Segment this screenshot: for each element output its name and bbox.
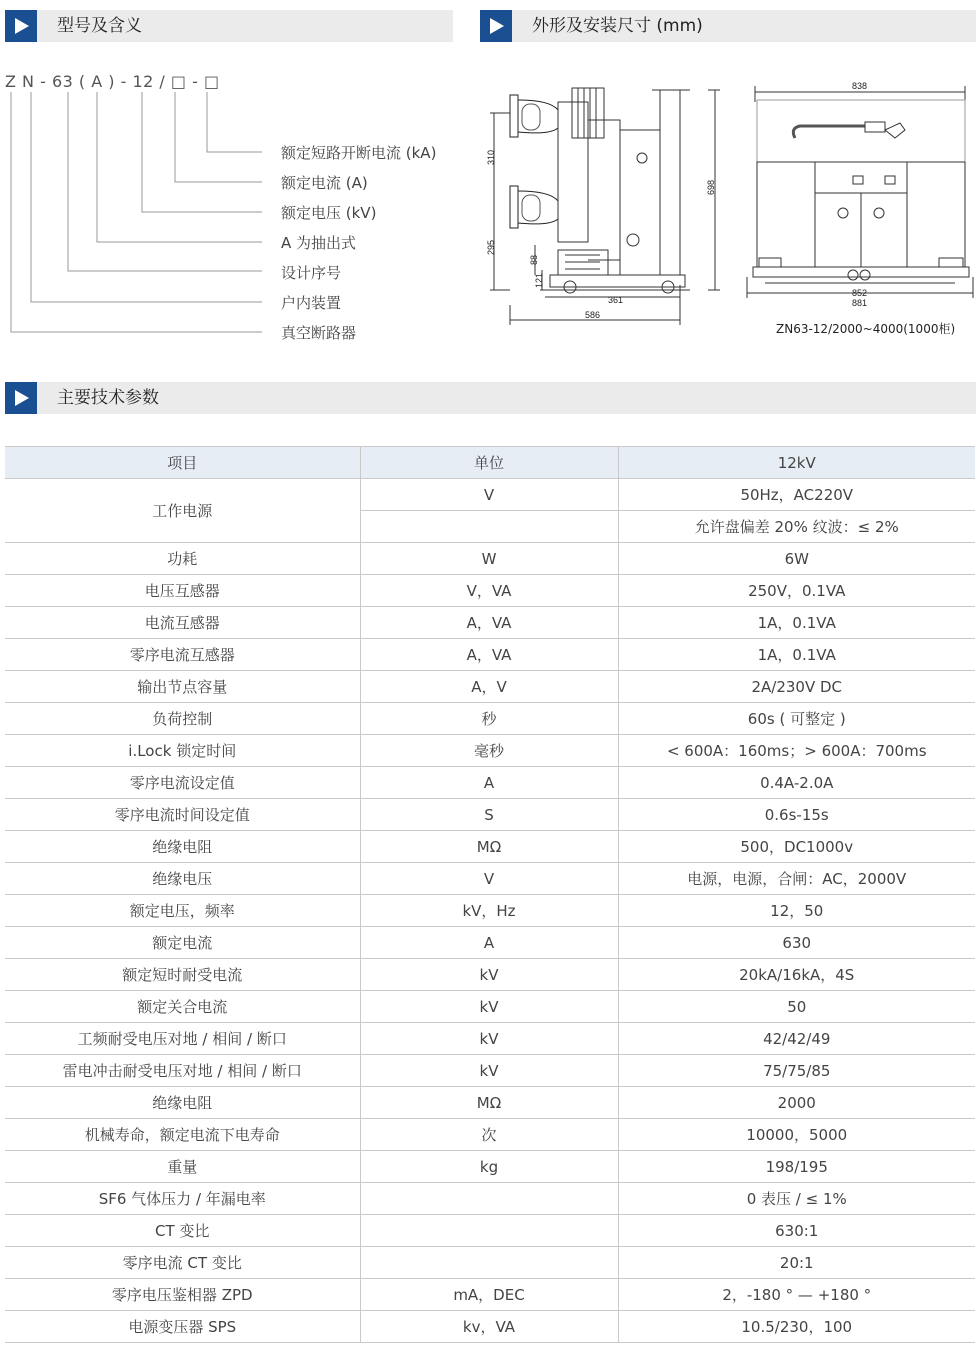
cell-unit: 秒 [360, 703, 618, 735]
table-row [5, 799, 975, 831]
cell-unit [360, 511, 618, 543]
dim-88: 88 [529, 254, 539, 265]
cell-value: 198/195 [618, 1151, 975, 1183]
cell-value: 0 表压 / ≤ 1% [618, 1183, 975, 1215]
dim-310: 310 [486, 149, 496, 165]
dim-361: 361 [608, 295, 624, 305]
cell-value: 1A，0.1VA [618, 607, 975, 639]
cell-unit: MΩ [360, 1087, 618, 1119]
cell-unit: A，VA [360, 639, 618, 671]
table-row [5, 671, 975, 703]
table-row [5, 1023, 975, 1055]
cell-item: 功耗 [5, 543, 360, 575]
cell-unit: kV [360, 991, 618, 1023]
section-header-dimensions [480, 10, 976, 42]
model-code: Z N - 63 ( A ) - 12 / □ - □ [5, 72, 220, 91]
cell-unit: W [360, 543, 618, 575]
table-row [5, 1119, 975, 1151]
legend-rated-voltage: 额定电压 (kV) [281, 204, 377, 222]
table-row [5, 1087, 975, 1119]
dim-881: 881 [852, 298, 868, 308]
play-triangle-icon [5, 382, 37, 414]
cell-unit: 次 [360, 1119, 618, 1151]
cell-value: 10000，5000 [618, 1119, 975, 1151]
spec-table [5, 446, 975, 1343]
cell-item: 工频耐受电压对地 / 相间 / 断口 [5, 1023, 360, 1055]
table-row [5, 1247, 975, 1279]
table-row [5, 767, 975, 799]
cell-unit: mA，DEC [360, 1279, 618, 1311]
play-triangle-icon [480, 10, 512, 42]
cell-value: 50Hz，AC220V [618, 479, 975, 511]
cell-unit: A，V [360, 671, 618, 703]
dim-698: 698 [706, 179, 716, 195]
cell-value: 2，-180 ° — +180 ° [618, 1279, 975, 1311]
cell-value: 500，DC1000v [618, 831, 975, 863]
legend-withdrawable: A 为抽出式 [281, 234, 357, 252]
cell-unit: S [360, 799, 618, 831]
cell-value: < 600A：160ms；> 600A：700ms [618, 735, 975, 767]
table-row [5, 607, 975, 639]
table-row [5, 1151, 975, 1183]
table-row [5, 1311, 975, 1343]
legend-rated-current: 额定电流 (A) [281, 174, 368, 192]
cell-value: 42/42/49 [618, 1023, 975, 1055]
section-title-dimensions: 外形及安装尺寸 (mm) [532, 16, 703, 36]
cell-item: 负荷控制 [5, 703, 360, 735]
cell-unit: A [360, 767, 618, 799]
front-view-drawing [745, 78, 975, 318]
cell-unit: 毫秒 [360, 735, 618, 767]
cell-item: 绝缘电阻 [5, 1087, 360, 1119]
cell-item: 输出节点容量 [5, 671, 360, 703]
cell-value: 20:1 [618, 1247, 975, 1279]
cell-item: 机械寿命，额定电流下电寿命 [5, 1119, 360, 1151]
table-row [5, 1279, 975, 1311]
cell-value: 2A/230V DC [618, 671, 975, 703]
model-code-leader-lines [0, 90, 280, 340]
cell-unit: kV，Hz [360, 895, 618, 927]
cell-value: 10.5/230，100 [618, 1311, 975, 1343]
table-row [5, 831, 975, 863]
play-triangle-icon [5, 10, 37, 42]
cell-item: 雷电冲击耐受电压对地 / 相间 / 断口 [5, 1055, 360, 1087]
legend-vacuum-breaker: 真空断路器 [281, 324, 357, 342]
cell-item: 电流互感器 [5, 607, 360, 639]
table-row [5, 927, 975, 959]
cell-item: SF6 气体压力 / 年漏电率 [5, 1183, 360, 1215]
cell-item: 额定短时耐受电流 [5, 959, 360, 991]
cell-value: 20kA/16kA，4S [618, 959, 975, 991]
cell-item: CT 变比 [5, 1215, 360, 1247]
table-row [5, 735, 975, 767]
section-title-model: 型号及含义 [57, 16, 142, 36]
cell-item: 额定电流 [5, 927, 360, 959]
section-header-model [5, 10, 453, 42]
cell-value: 12，50 [618, 895, 975, 927]
cell-unit: V，VA [360, 575, 618, 607]
cell-item: 零序电流时间设定值 [5, 799, 360, 831]
cell-value: 1A，0.1VA [618, 639, 975, 671]
cell-unit: A，VA [360, 607, 618, 639]
cell-value: 60s ( 可整定 ) [618, 703, 975, 735]
table-row [5, 1215, 975, 1247]
table-row [5, 479, 975, 511]
dim-121: 121 [534, 272, 544, 288]
cell-item: 工作电源 [5, 479, 360, 543]
legend-design-number: 设计序号 [281, 264, 342, 282]
cell-item: 零序电压鉴相器 ZPD [5, 1279, 360, 1311]
table-row [5, 575, 975, 607]
dim-838: 838 [852, 81, 868, 91]
table-row [5, 895, 975, 927]
table-header-row [5, 447, 975, 479]
cell-value: 75/75/85 [618, 1055, 975, 1087]
side-view-drawing [480, 80, 730, 330]
legend-indoor: 户内装置 [281, 294, 342, 312]
cell-item: 电源变压器 SPS [5, 1311, 360, 1343]
cell-value: 630 [618, 927, 975, 959]
cell-value: 0.4A-2.0A [618, 767, 975, 799]
cell-item: 零序电流 CT 变比 [5, 1247, 360, 1279]
table-row [5, 543, 975, 575]
cell-item: i.Lock 锁定时间 [5, 735, 360, 767]
header-unit: 单位 [360, 447, 618, 479]
table-row [5, 1055, 975, 1087]
dim-852: 852 [852, 288, 868, 298]
cell-unit [360, 1215, 618, 1247]
cell-unit: kV [360, 1023, 618, 1055]
legend-breaking-current: 额定短路开断电流 (kA) [281, 144, 437, 162]
cell-item: 电压互感器 [5, 575, 360, 607]
table-row [5, 991, 975, 1023]
cell-value: 630:1 [618, 1215, 975, 1247]
cell-value: 50 [618, 991, 975, 1023]
dim-295: 295 [486, 239, 496, 255]
cell-value: 250V，0.1VA [618, 575, 975, 607]
header-item: 项目 [5, 447, 360, 479]
cell-value: 允许盘偏差 20% 纹波：≤ 2% [618, 511, 975, 543]
cell-item: 绝缘电压 [5, 863, 360, 895]
cell-unit [360, 1183, 618, 1215]
table-row [5, 639, 975, 671]
dim-586: 586 [585, 310, 601, 320]
cell-value: 电源，电源，合闸：AC，2000V [618, 863, 975, 895]
cell-item: 额定关合电流 [5, 991, 360, 1023]
cell-value: 0.6s-15s [618, 799, 975, 831]
section-title-specs: 主要技术参数 [57, 388, 159, 408]
cell-unit [360, 1247, 618, 1279]
cell-unit: kv，VA [360, 1311, 618, 1343]
cell-unit: V [360, 863, 618, 895]
cell-item: 绝缘电阻 [5, 831, 360, 863]
cell-value: 6W [618, 543, 975, 575]
table-row [5, 959, 975, 991]
cell-unit: V [360, 479, 618, 511]
cell-item: 重量 [5, 1151, 360, 1183]
cell-value: 2000 [618, 1087, 975, 1119]
drawing-caption: ZN63-12/2000~4000(1000柜) [776, 322, 956, 336]
cell-unit: kV [360, 1055, 618, 1087]
cell-unit: MΩ [360, 831, 618, 863]
header-12kv: 12kV [618, 447, 975, 479]
cell-unit: kg [360, 1151, 618, 1183]
cell-item: 零序电流互感器 [5, 639, 360, 671]
cell-item: 额定电压，频率 [5, 895, 360, 927]
table-row [5, 703, 975, 735]
cell-unit: kV [360, 959, 618, 991]
cell-unit: A [360, 927, 618, 959]
section-header-specs [5, 382, 976, 414]
cell-item: 零序电流设定值 [5, 767, 360, 799]
table-row [5, 1183, 975, 1215]
table-row [5, 863, 975, 895]
